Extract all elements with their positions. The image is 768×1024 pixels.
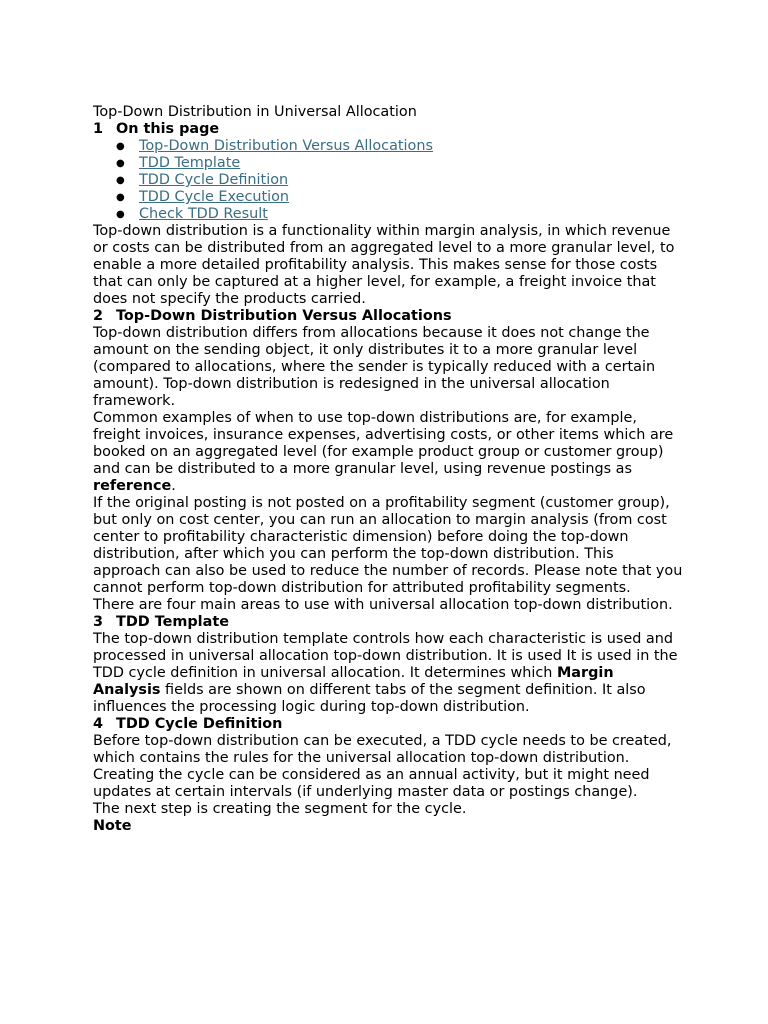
section-number: 2 — [93, 308, 104, 324]
toc-link-tdd-template[interactable]: TDD Template — [139, 155, 241, 171]
section-heading-text: Top-Down Distribution Versus Allocations — [116, 308, 452, 324]
bold-term: Margin Analysis — [93, 665, 614, 698]
toc-item — [116, 138, 683, 155]
bullet-icon: ● — [116, 175, 125, 186]
toc-link-check-tdd-result[interactable]: Check TDD Result — [139, 206, 268, 222]
toc-link-tdd-vs-allocations[interactable]: Top-Down Distribution Versus Allocations — [139, 138, 433, 154]
paragraph-text: Common examples of when to use top-down distributions are, for example, freight invoices, insurance expenses, advertising costs, or other items which are booked on an aggregated level (for example product group or customer group) and can be distributed to a more granular level, using revenue postings as — [93, 410, 674, 477]
paragraph-text: The top-down distribution template controls how each characteristic is used and processed in universal allocation top-down distribution. It is used It is used in the TDD cycle definition in universal allocation. It determines which — [93, 631, 678, 681]
bullet-icon: ● — [116, 158, 125, 169]
paragraph: If the original posting is not posted on a profitability segment (customer group), but only on cost center, you can run an allocation to margin analysis (from cost center to profitability characteristic dimension) before doing the top-down distribution, after which you can perform the top-down distribution. This approach can also be used to reduce the number of records. Please note that you cannot perform top-down distribution for attributed profitability segments. — [93, 495, 683, 596]
toc-item — [116, 189, 683, 206]
document-title: Top-Down Distribution in Universal Allocation — [93, 104, 417, 120]
intro-paragraph: Top-down distribution is a functionality within margin analysis, in which revenue or costs can be distributed from an aggregated level to a more granular level, to enable a more detailed profitability analysis. This makes sense for those costs that can only be captured at a higher level, for example, a freight invoice that does not specify the products carried. — [93, 223, 675, 307]
toc-link-tdd-cycle-definition[interactable]: TDD Cycle Definition — [139, 172, 289, 188]
toc-link-tdd-cycle-execution[interactable]: TDD Cycle Execution — [139, 189, 290, 205]
bullet-icon: ● — [116, 209, 125, 220]
toc-item — [116, 155, 683, 172]
paragraph — [93, 410, 683, 495]
section-number: 4 — [93, 716, 104, 732]
section-heading-tdd-vs-allocations — [93, 308, 683, 325]
paragraph-text: fields are shown on different tabs of the segment definition. It also influences the processing logic during top-down distribution. — [93, 682, 646, 715]
section-heading-tdd-cycle-definition — [93, 716, 683, 733]
toc-list — [93, 138, 683, 223]
paragraph: Top-down distribution differs from allocations because it does not change the amount on the sending object, it only distributes it to a more granular level (compared to allocations, where the sender is typically reduced with a certain amount). Top-down distribution is redesigned in the universal allocation framework. — [93, 325, 656, 409]
toc-heading — [93, 121, 683, 138]
paragraph — [93, 631, 683, 716]
section-number: 3 — [93, 614, 104, 630]
note-label-text: Note — [93, 818, 132, 834]
bullet-icon: ● — [116, 141, 125, 152]
section-heading-text: On this page — [116, 121, 220, 137]
section-heading-text: TDD Cycle Definition — [116, 716, 283, 732]
paragraph: Before top-down distribution can be executed, a TDD cycle needs to be created, which contains the rules for the universal allocation top-down distribution. Creating the cycle can be considered as an annual activity, but it might need updates at certain intervals (if underlying master data or postings change). — [93, 733, 672, 800]
paragraph: The next step is creating the segment for the cycle. — [93, 801, 467, 817]
section-heading-tdd-template — [93, 614, 683, 631]
section-number: 1 — [93, 121, 104, 137]
toc-item — [116, 206, 683, 223]
paragraph: There are four main areas to use with universal allocation top-down distribution. — [93, 597, 673, 613]
bullet-icon: ● — [116, 192, 125, 203]
paragraph-text: . — [171, 478, 176, 494]
bold-term: reference — [93, 478, 172, 494]
note-label — [93, 818, 683, 835]
section-heading-text: TDD Template — [116, 614, 229, 630]
document-page — [93, 104, 683, 835]
toc-item — [116, 172, 683, 189]
